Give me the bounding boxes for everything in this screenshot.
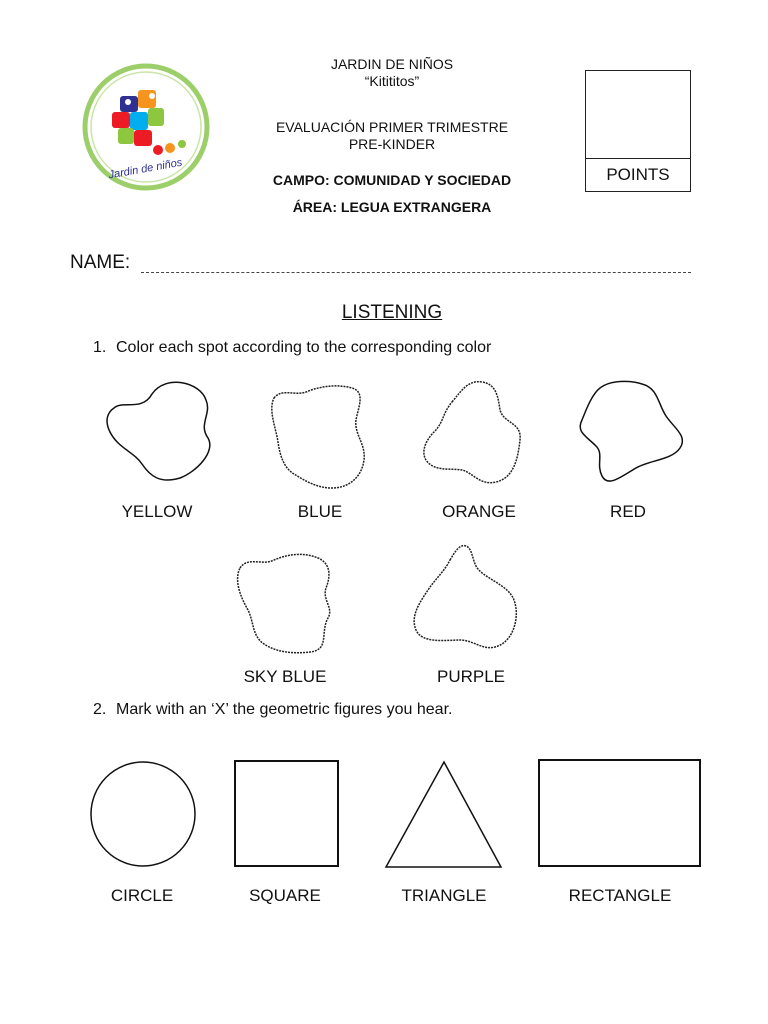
points-label: POINTS [586, 158, 690, 191]
spot-label-purple: PURPLE [436, 667, 506, 686]
school-heading: JARDIN DE NIÑOS [330, 56, 454, 72]
shape-label-circle: CIRCLE [110, 886, 174, 905]
question-2-number: 2. [93, 701, 107, 718]
question-1-number: 1. [93, 339, 107, 356]
evaluation-title: EVALUACIÓN PRIMER TRIMESTRE [275, 119, 509, 135]
name-label: NAME: [70, 252, 131, 273]
question-1-text: Color each spot according to the corresponding color [116, 339, 492, 356]
spot-sky-blue[interactable] [234, 552, 342, 656]
section-title: LISTENING [341, 302, 443, 323]
triangle-shape[interactable] [384, 760, 504, 870]
school-logo [82, 60, 212, 194]
square-shape[interactable] [234, 760, 340, 868]
question-1 [93, 339, 491, 357]
name-field[interactable] [141, 272, 691, 273]
spot-red[interactable] [578, 380, 686, 484]
school-name: “Kitititos” [364, 73, 420, 89]
grade-label: PRE-KINDER [348, 136, 436, 152]
campo-label: CAMPO: COMUNIDAD Y SOCIEDAD [272, 172, 512, 188]
spot-blue[interactable] [268, 384, 368, 490]
question-2-text: Mark with an ‘X’ the geometric figures you hear. [116, 701, 453, 718]
spot-label-blue: BLUE [297, 502, 343, 521]
rectangle-shape[interactable] [538, 759, 702, 869]
points-box[interactable] [585, 70, 691, 192]
shape-label-triangle: TRIANGLE [401, 886, 487, 905]
spot-purple[interactable] [412, 544, 520, 654]
svg-text:Jardin de niños: Jardin de niños [107, 156, 184, 182]
spot-orange[interactable] [422, 380, 526, 486]
spot-label-sky-blue: SKY BLUE [243, 667, 327, 686]
spot-yellow[interactable] [104, 380, 212, 488]
spot-label-yellow: YELLOW [121, 502, 193, 521]
shape-label-square: SQUARE [249, 886, 321, 905]
spot-label-orange: ORANGE [442, 502, 516, 521]
shape-label-rectangle: RECTANGLE [568, 886, 672, 905]
circle-shape[interactable] [89, 760, 197, 868]
area-label: ÁREA: LEGUA EXTRANGERA [292, 199, 492, 215]
spot-label-red: RED [610, 502, 646, 521]
question-2 [93, 701, 452, 719]
